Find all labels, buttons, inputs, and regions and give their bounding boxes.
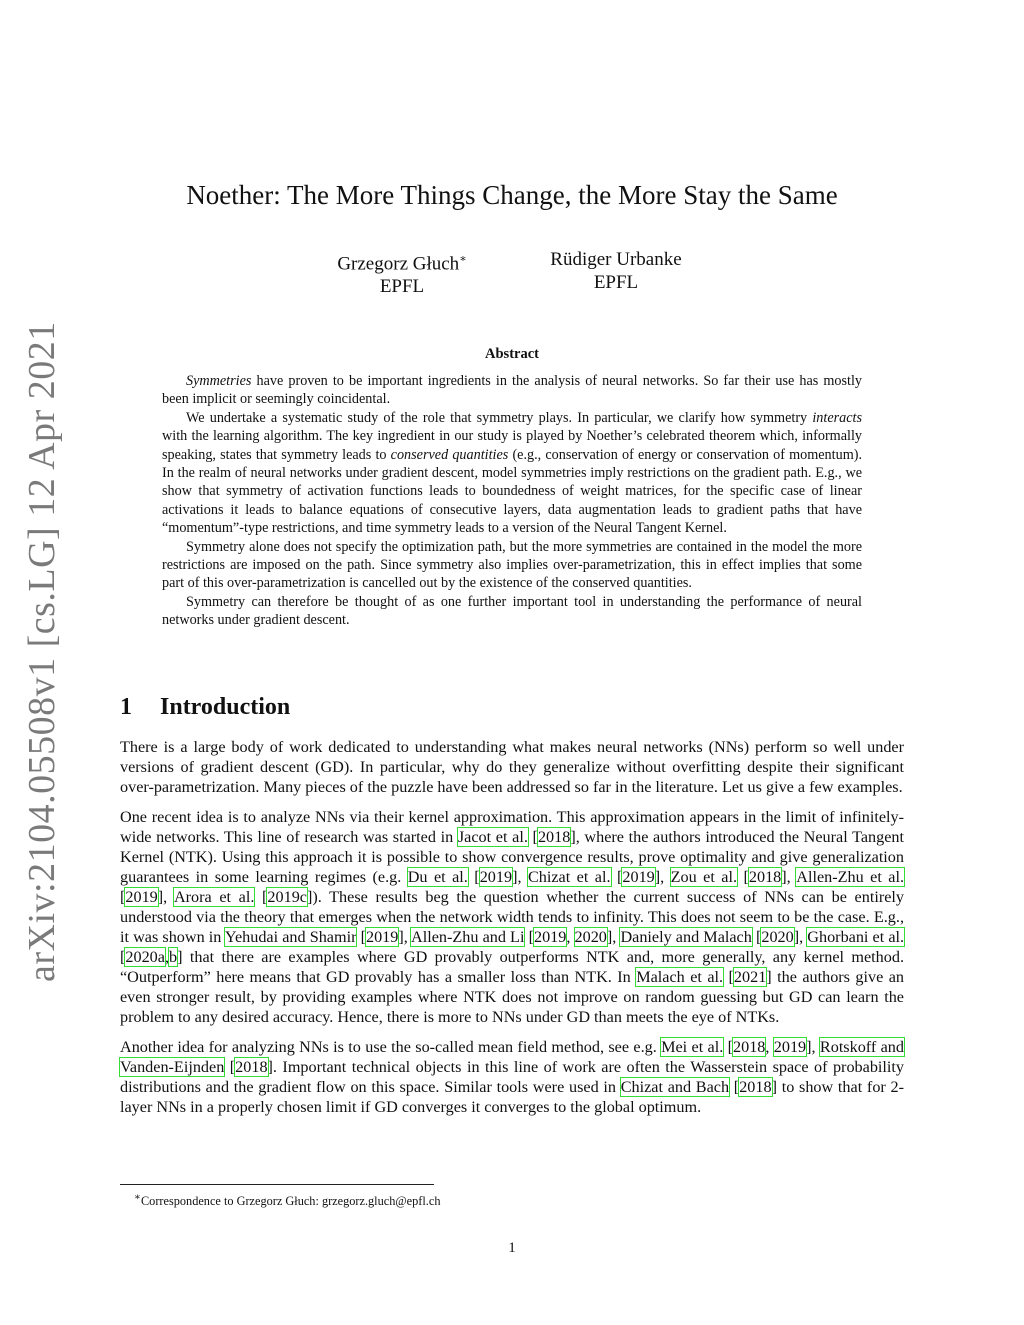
citation-link[interactable]: 2019 [125,888,158,906]
citation-link[interactable]: 2020a [125,948,165,966]
footnote-text: Correspondence to Grzegorz Głuch: grzegorz.gluch@epfl.ch [140,1194,441,1209]
body-text: [ [224,1058,236,1076]
citation-link[interactable]: Ghorbani et al. [807,928,905,946]
section-title: Introduction [160,694,291,720]
citation-link[interactable]: 2018 [739,1078,772,1096]
author-1-affiliation: EPFL [379,276,425,298]
body-text: ], [654,868,671,886]
body-text: ]). These results beg the question whether the current success of NNs can be entirely understood via the theory that emerges when the network width tends to infinity. This does not seem to be the case. E.g., it was shown in [120,888,904,946]
citation-link[interactable]: 2019 [622,868,655,886]
abstract-paragraph-3: Symmetry alone does not specify the optimization path, but the more symmetries are contained in the model the more restrictions are imposed on the path. Since symmetry also implies over-parametrization, this in effect implies that some part of this over-parametrization is cancelled out by the existence of the conserved quantities. [162,538,862,592]
body-text: , [566,928,575,946]
abstract-text: with the learning algorithm. The key ingredient in our study is played by Noether’s celebrated theorem which, informally speaking, states that symmetry leads to [162,428,862,463]
citation-link[interactable]: Malach et al. [636,968,724,986]
body-text: [ [467,868,480,886]
body-text: Another idea for analyzing NNs is to use the so-called mean field method, see e.g. [120,1038,662,1056]
abstract-heading: Abstract [485,346,539,362]
introduction-body [120,737,904,1127]
footnote [120,1190,904,1209]
intro-paragraph-3 [120,1037,904,1117]
citation-link[interactable]: b [169,948,178,966]
citation-link[interactable]: 2018 [537,828,571,846]
intro-paragraph-2 [120,807,904,1027]
emphasis: Symmetries [186,373,252,389]
section-number: 1 [120,694,132,720]
citation-link[interactable]: Chizat and Bach [620,1078,730,1096]
citation-link[interactable]: Allen-Zhu and Li [411,928,525,946]
body-text: ], [781,868,797,886]
body-text: [ [610,868,623,886]
author-2-affiliation: EPFL [593,272,639,293]
body-text: [ [356,928,366,946]
citation-link[interactable]: Chizat et al. [527,868,611,886]
citation-link[interactable]: 2020 [761,928,794,946]
body-text: ], [606,928,621,946]
footnote-mark: ∗ [134,1192,141,1203]
footnote-rule [120,1184,434,1185]
citation-link[interactable]: 2018 [733,1038,766,1056]
section-heading-introduction [120,694,290,721]
citation-link[interactable]: Daniely and Malach [620,928,752,946]
citation-link[interactable]: 2020 [574,928,607,946]
body-text: ], [806,1038,820,1056]
emphasis: interacts [812,409,862,426]
emphasis: conserved quantities [390,446,509,463]
citation-link[interactable]: Arora et al. [173,888,255,906]
body-text: , [164,948,169,966]
citation-link[interactable]: 2019c [267,888,307,906]
citation-link[interactable]: Du et al. [407,868,468,886]
abstract-text: We undertake a systematic study of the role that symmetry plays. In particular, we clarify how symmetry [186,409,813,426]
body-text: ], [793,928,808,946]
abstract-paragraph-2 [162,409,862,538]
arxiv-identifier-stamp: arXiv:2104.05508v1 [cs.LG] 12 Apr 2021 [21,321,63,982]
citation-link[interactable]: Jacot et al. [457,828,528,846]
author-2-name: Rüdiger Urbanke [550,249,682,270]
body-text: [ [527,828,538,846]
body-text: [ [729,1078,740,1096]
citation-link[interactable]: 2019 [773,1038,807,1056]
intro-paragraph-1: There is a large body of work dedicated to understanding what makes neural networks (NNs) perform so well under versions of gradient descent (GD). In particular, why do they generalize without overfitting despite their significant over-parametrization. Many pieces of the puzzle have been addressed so far in the literature. Let us give a few examples. [120,738,904,796]
body-text: [ [254,888,268,906]
body-text: [ [751,928,762,946]
paper-title: Noether: The More Things Change, the More Stay the Same [186,180,838,210]
body-text: ] that there are examples where GD provably outperforms NTK and, more generally, any kernel method. “Outperform” here means that GD provably has a smaller loss than NTK. In [120,948,904,986]
abstract-text: (e.g., conservation of energy or conservation of momentum). In the realm of neural networks under gradient descent, model symmetries imply restrictions on the gradient path. E.g., we show that symmetry of activation functions leads to boundedness of weight matrices, for the specific case of linear activations it leads to balance equations of consecutive layers, data augmentation leads to gradient paths that have “momentum”-type restrictions, and time symmetry leads to a version of the Neural Tangent Kernel. [162,446,862,537]
body-text: ], where the authors introduced the Neural Tangent Kernel (NTK). Using this approach it is possible to show convergence results, prove optimality and give generalization guarantees in some learning regimes (e.g. [120,828,904,886]
body-text: ], [157,888,174,906]
body-text: [ [120,888,126,906]
body-text: [ [524,928,534,946]
citation-link[interactable]: Yehudai and Shamir [224,928,357,946]
author-1-footnote-mark[interactable]: ∗ [459,253,467,265]
author-1-name: Grzegorz Głuch [337,253,460,275]
citation-link[interactable]: Zou et al. [670,868,738,886]
body-text: [ [723,1038,733,1056]
body-text: ], [398,928,412,946]
author-1 [320,248,484,298]
body-text: [ [723,968,734,986]
body-text: [ [737,868,749,886]
abstract-body [162,372,862,630]
body-text: ] the authors give an even stronger result, by providing examples where NTK does not improve on random guessing but GD can learn the problem to any desired accuracy. Hence, there is more to NNs under GD than meets the eye of NTKs. [120,968,905,1026]
citation-link[interactable]: 2019 [533,928,567,946]
citation-link[interactable]: 2018 [748,868,782,886]
body-text: ] to show that for 2-layer NNs in a properly chosen limit if GD converges it converges to the global optimum. [120,1078,905,1116]
citation-link[interactable]: Mei et al. [661,1038,724,1056]
body-text: ]. Important technical objects in this line of work are often the Wasserstein space of probability distributions and the gradient flow on this space. Similar tools were used in [120,1058,904,1096]
abstract-text: have proven to be important ingredients in the analysis of neural networks. So far their use has mostly been implicit or seemingly coincidental. [162,373,862,408]
citation-link[interactable]: 2018 [235,1058,268,1076]
citation-link[interactable]: 2019 [365,928,399,946]
page-number: 1 [508,1240,516,1256]
abstract-paragraph-1 [162,372,862,409]
citation-link[interactable]: 2019 [479,868,513,886]
author-2 [532,248,700,294]
abstract-paragraph-4: Symmetry can therefore be thought of as one further important tool in understanding the performance of neural networks under gradient descent. [162,593,862,629]
body-text: , [765,1038,774,1056]
citation-link[interactable]: Rotskoff and Vanden-Eijnden [120,1038,904,1076]
body-text: [ [120,948,126,966]
citation-link[interactable]: Allen-Zhu et al. [796,868,905,886]
body-text: One recent idea is to analyze NNs via their kernel approximation. This approximation appears in the limit of infinitely-wide networks. This line of research was started in [120,808,904,846]
citation-link[interactable]: 2021 [733,968,767,986]
body-text: ], [512,868,528,886]
